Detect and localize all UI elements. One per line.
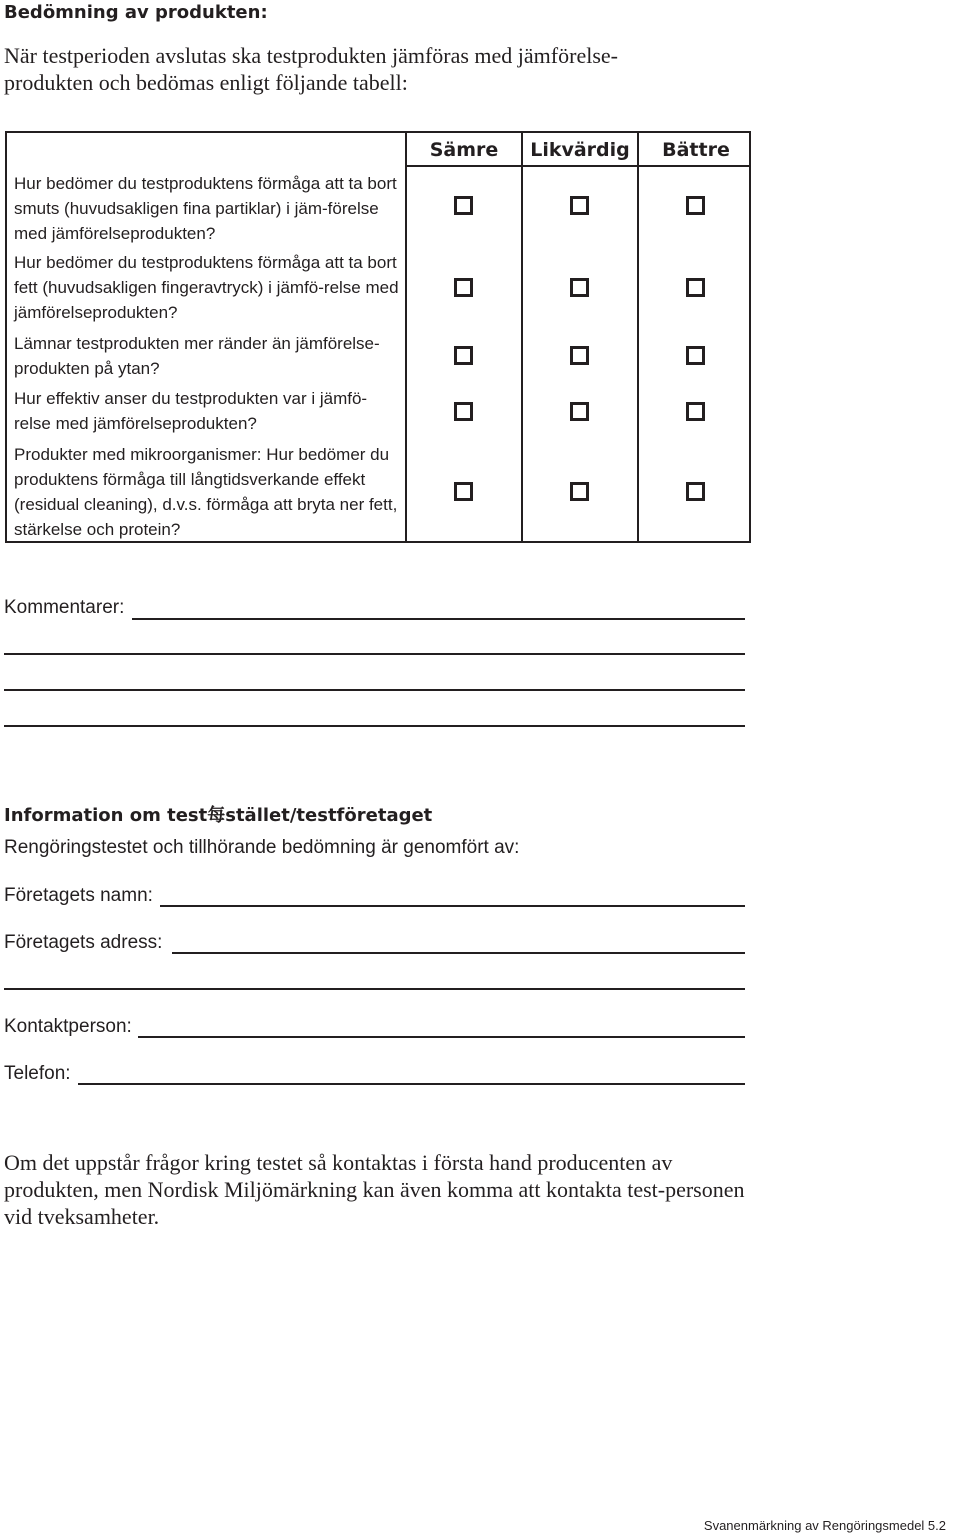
comments-line-3[interactable] xyxy=(4,689,745,691)
checkbox-row3-battre[interactable] xyxy=(686,346,705,365)
checkbox-row4-samre[interactable] xyxy=(454,402,473,421)
closing-text: Om det uppstår frågor kring testet så kontaktas i första hand producenten av produkten, men Nordisk Miljömärkning kan även komma att kontakta test-personen vid tveksamheter. xyxy=(4,1150,745,1229)
checkbox-row5-battre[interactable] xyxy=(686,482,705,501)
checkbox-row4-likvardig[interactable] xyxy=(570,402,589,421)
company-name-label: Företagets namn: xyxy=(4,885,153,906)
checkbox-row5-samre[interactable] xyxy=(454,482,473,501)
question-5: Produkter med mikroorganismer: Hur bedömer du produktens förmåga till långtidsverkande effekt (residual cleaning), d.v.s. förmåga att bryta ner fett, stärkelse och protein? xyxy=(14,445,398,539)
checkbox-row2-likvardig[interactable] xyxy=(570,278,589,297)
comments-line-1[interactable] xyxy=(132,618,745,620)
contact-person-field[interactable] xyxy=(138,1036,745,1038)
phone-label: Telefon: xyxy=(4,1063,71,1084)
company-name-field[interactable] xyxy=(160,905,745,907)
question-2: Hur bedömer du testproduktens förmåga att ta bort fett (huvudsakligen fingeravtryck) i jämfö-relse med jämförelseprodukten? xyxy=(14,253,399,322)
column-header-samre: Sämre xyxy=(429,139,499,161)
company-address-field-2[interactable] xyxy=(4,988,745,990)
phone-field[interactable] xyxy=(78,1083,745,1085)
checkbox-row5-likvardig[interactable] xyxy=(570,482,589,501)
column-header-likvardig: Likvärdig xyxy=(530,139,630,161)
rating-table xyxy=(5,131,751,543)
checkbox-row2-samre[interactable] xyxy=(454,278,473,297)
comments-line-4[interactable] xyxy=(4,725,745,727)
checkbox-row2-battre[interactable] xyxy=(686,278,705,297)
table-header-divider xyxy=(405,165,749,167)
question-1: Hur bedömer du testproduktens förmåga att ta bort smuts (huvudsakligen fina partiklar) i jäm-förelse med jämförelseprodukten? xyxy=(14,174,397,243)
company-address-field[interactable] xyxy=(172,952,745,954)
comments-label: Kommentarer: xyxy=(4,597,125,618)
column-header-battre: Bättre xyxy=(662,139,730,161)
table-divider xyxy=(637,133,639,541)
company-address-label: Företagets adress: xyxy=(4,932,163,953)
page-footer: Svanenmärkning av Rengöringsmedel 5.2 xyxy=(703,1518,946,1533)
comments-line-2[interactable] xyxy=(4,653,745,655)
info-heading: Information om test每stället/testföretaget xyxy=(4,805,433,826)
contact-person-label: Kontaktperson: xyxy=(4,1016,132,1037)
intro-text: När testperioden avslutas ska testprodukten jämföras med jämförelse- produkten och bedömas enligt följande tabell: xyxy=(4,43,618,95)
checkbox-row1-battre[interactable] xyxy=(686,196,705,215)
checkbox-row1-likvardig[interactable] xyxy=(570,196,589,215)
question-4: Hur effektiv anser du testprodukten var i jämfö-relse med jämförelseprodukten? xyxy=(14,389,368,433)
checkbox-row1-samre[interactable] xyxy=(454,196,473,215)
checkbox-row3-likvardig[interactable] xyxy=(570,346,589,365)
table-divider xyxy=(405,133,407,541)
question-3: Lämnar testprodukten mer ränder än jämförelse-produkten på ytan? xyxy=(14,334,380,378)
checkbox-row4-battre[interactable] xyxy=(686,402,705,421)
page-heading: Bedömning av produkten: xyxy=(4,2,268,23)
info-subtitle: Rengöringstestet och tillhörande bedömning är genomfört av: xyxy=(4,837,520,858)
table-divider xyxy=(521,133,523,541)
checkbox-row3-samre[interactable] xyxy=(454,346,473,365)
